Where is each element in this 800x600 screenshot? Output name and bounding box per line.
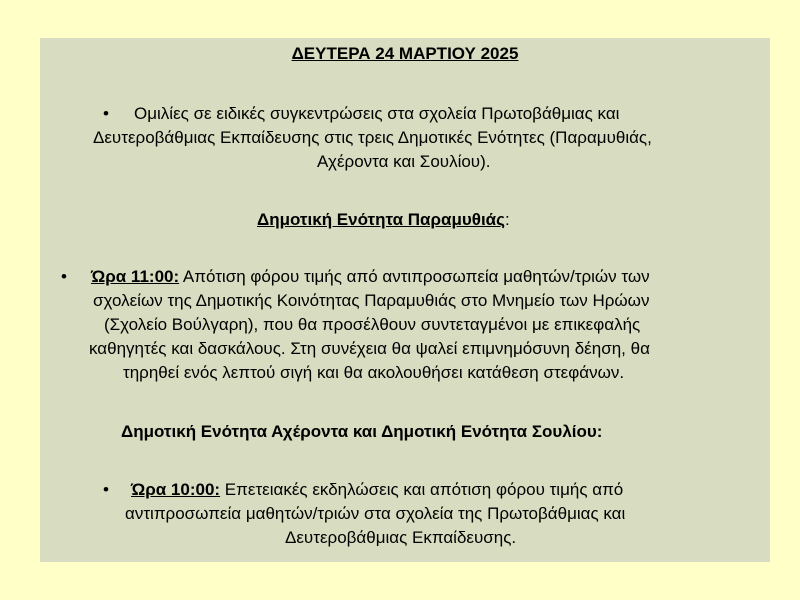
section1-line-4: καθηγητές και δασκάλους. Στη συνέχεια θα ψαλεί επιμνημόσυνη δέηση, θα — [89, 339, 650, 358]
section1-heading-colon: : — [504, 210, 510, 229]
section2-heading: Δημοτική Ενότητα Αχέροντα και Δημοτική Ενότητα Σουλίου: — [121, 422, 603, 441]
page-title: ΔΕΥΤΕΡΑ 24 ΜΑΡΤΙΟΥ 2025 — [291, 44, 519, 63]
section1-heading-text: Δημοτική Ενότητα Παραμυθιάς — [257, 210, 505, 229]
section1-heading — [257, 208, 510, 232]
section1-line-5: τηρηθεί ενός λεπτού σιγή και θα ακολουθήσει κατάθεση στεφάνων. — [123, 363, 625, 382]
intro-line-2: Δευτεροβάθμιας Εκπαίδευσης στις τρεις Δημοτικές Ενότητες (Παραμυθιάς, — [93, 128, 652, 147]
bullet-intro: • — [103, 104, 109, 123]
section1-line-2: σχολείων της Δημοτικής Κοινότητας Παραμυθιάς στο Μνημείο των Ηρώων — [93, 291, 650, 310]
section2-time-label: Ώρα 10:00: — [131, 480, 221, 499]
bullet-section1: • — [61, 267, 67, 286]
section2-line-2: αντιπροσωπεία μαθητών/τριών στα σχολεία της Πρωτοβάθμιας και — [125, 504, 626, 523]
section1-line-3: (Σχολείο Βούλγαρη), που θα προσέλθουν συντεταγμένοι με επικεφαλής — [104, 315, 641, 334]
intro-line-1: Ομιλίες σε ειδικές συγκεντρώσεις στα σχολεία Πρωτοβάθμιας και — [134, 104, 620, 123]
section1-time-label: Ώρα 11:00: — [91, 267, 180, 286]
section1-line-1 — [91, 265, 650, 289]
section2-line-3: Δευτεροβάθμιας Εκπαίδευσης. — [285, 528, 517, 547]
section2-line-1 — [131, 478, 623, 502]
bullet-section2: • — [103, 480, 109, 499]
section2-first-line-rest: Επετειακές εκδηλώσεις και απότιση φόρου τιμής από — [220, 480, 624, 499]
section1-first-line-rest: Απότιση φόρου τιμής από αντιπροσωπεία μαθητών/τριών των — [179, 267, 650, 286]
intro-line-3: Αχέροντα και Σουλίου). — [317, 152, 491, 171]
